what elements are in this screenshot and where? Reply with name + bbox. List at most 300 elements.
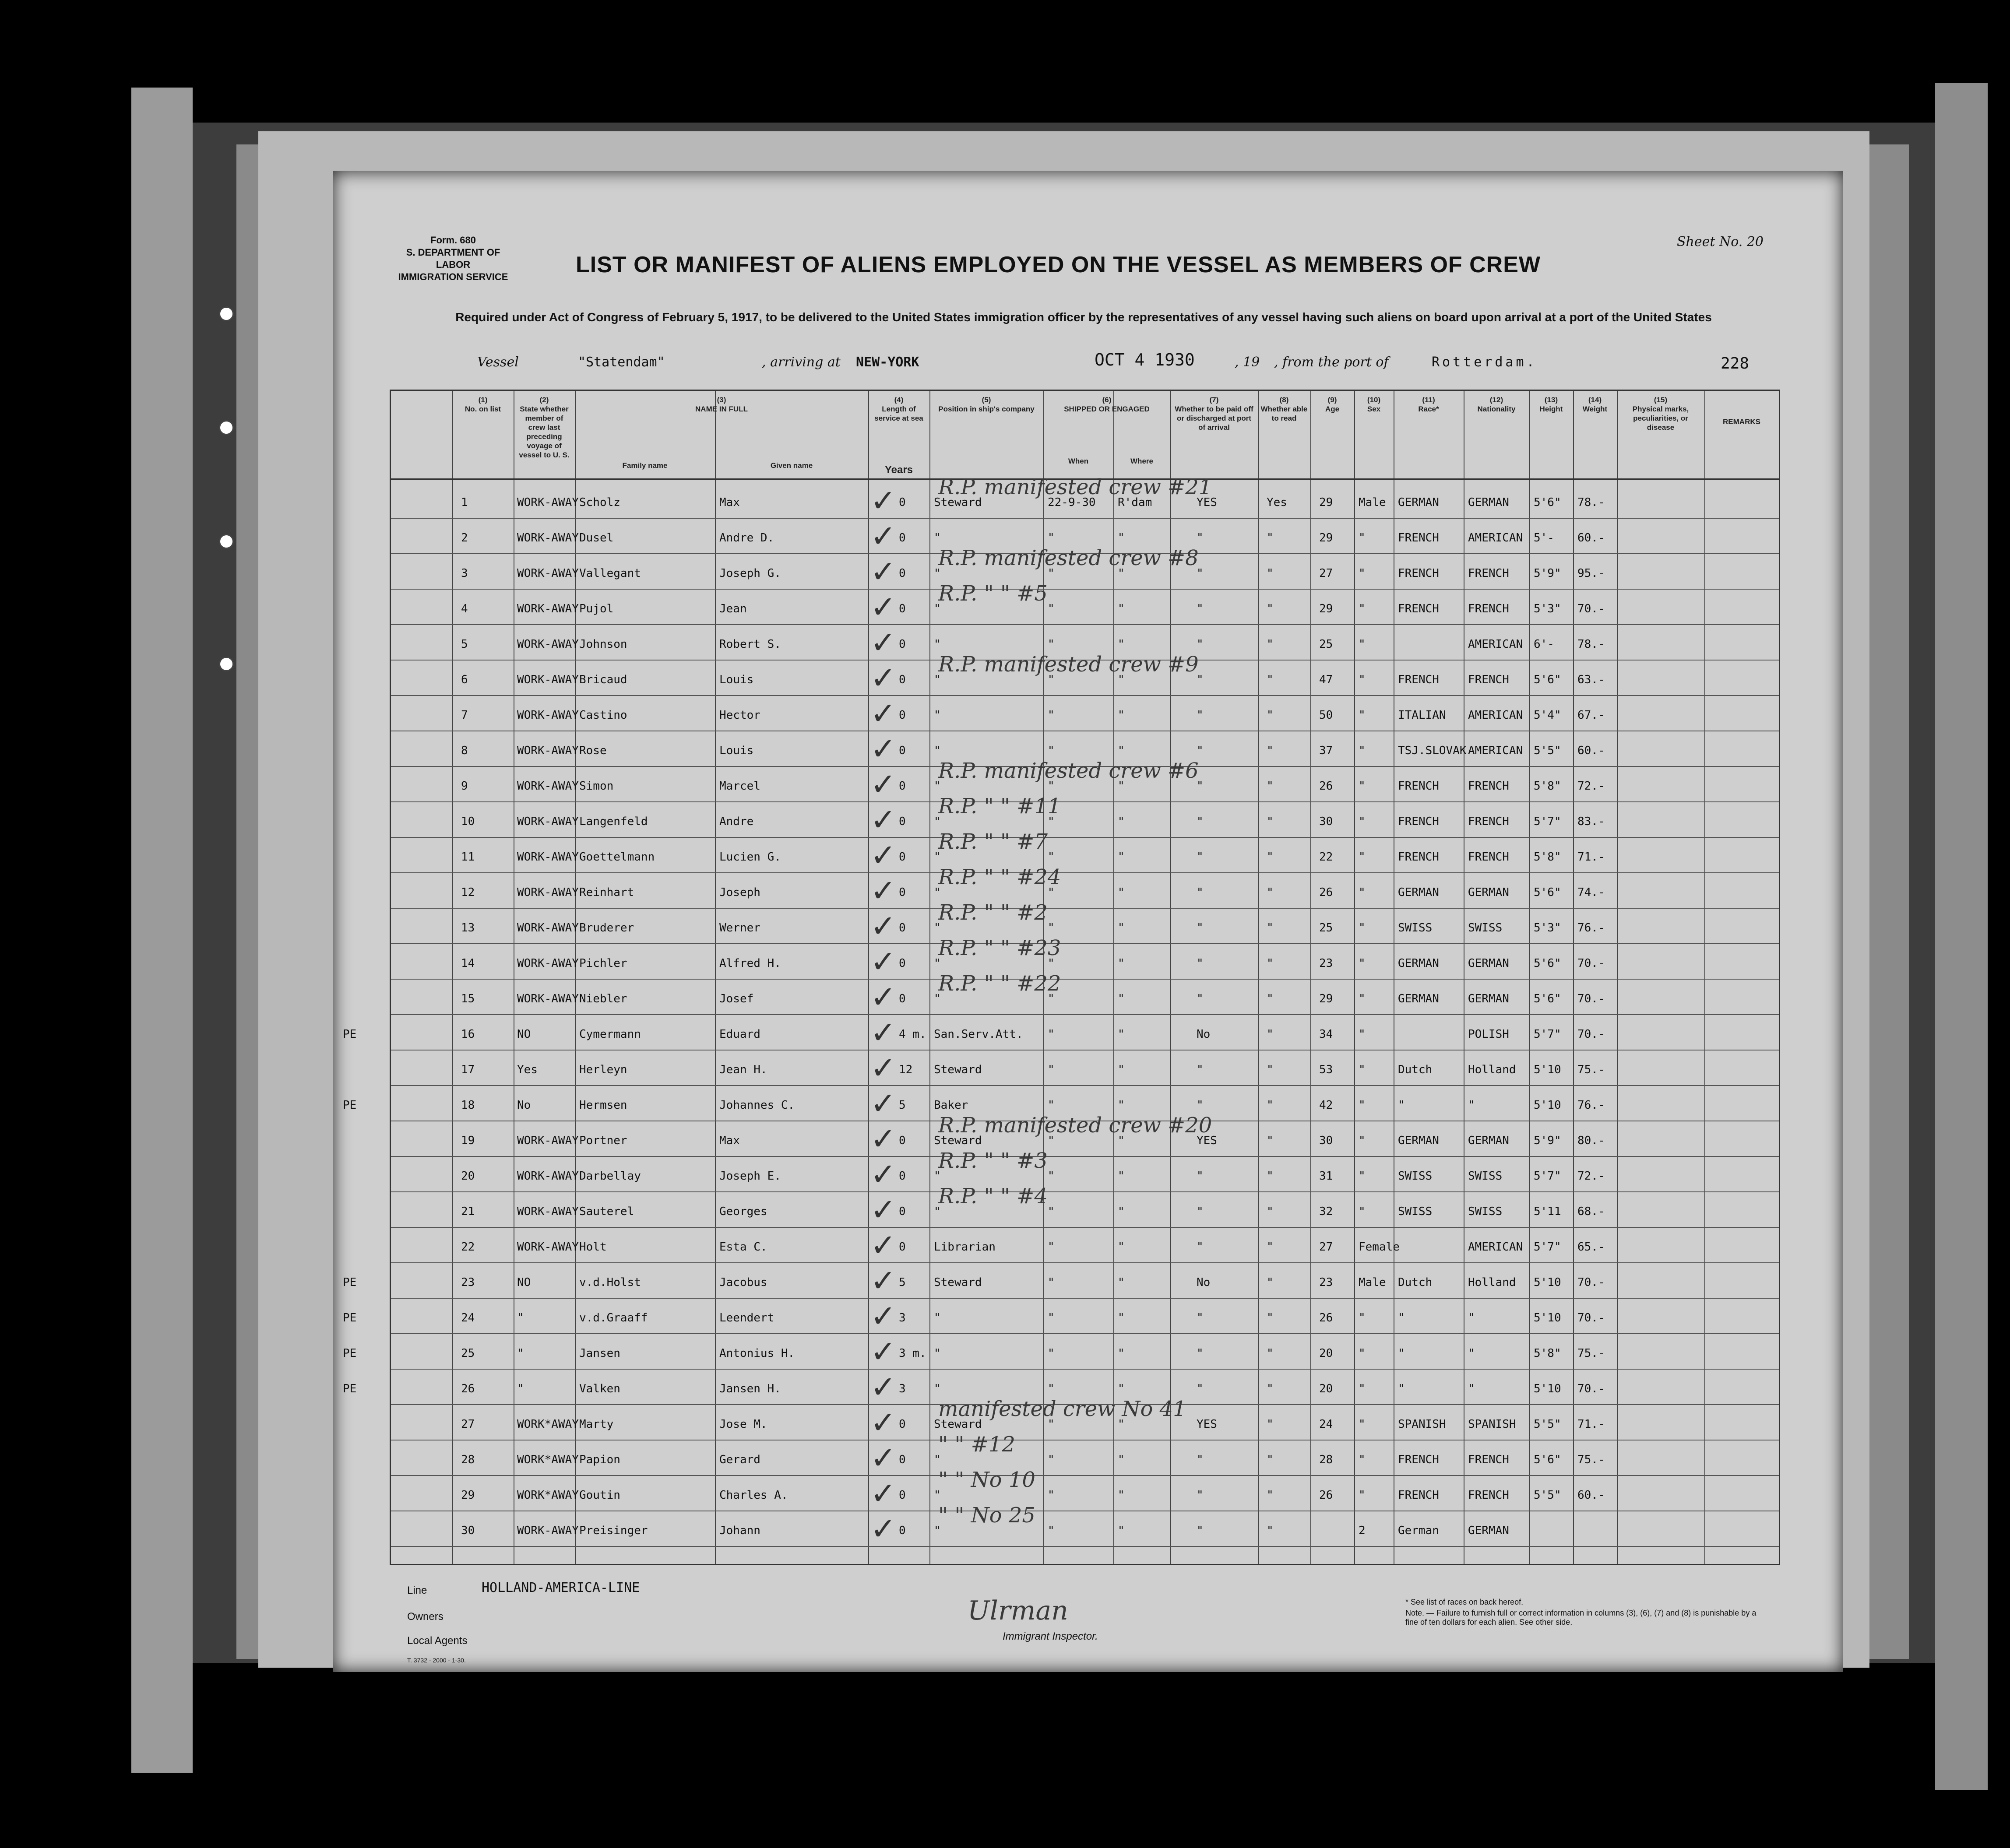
position: ": [934, 992, 941, 1005]
table-row: [343, 1015, 1779, 1053]
nationality: GERMAN: [1468, 496, 1509, 509]
nationality: FRENCH: [1468, 1453, 1509, 1466]
race: Dutch: [1398, 1063, 1433, 1076]
col-head-7: (7) Whether to be paid off or discharged at port of arrival: [1175, 396, 1253, 432]
position: ": [934, 1170, 941, 1183]
check-mark-icon: ✓: [870, 1440, 896, 1476]
able-to-read: ": [1267, 709, 1274, 722]
arriving-label: , arriving at: [762, 355, 841, 370]
weight: 70.-: [1577, 602, 1605, 615]
previous-voyage: ": [517, 1382, 524, 1395]
previous-voyage: No: [517, 1099, 531, 1112]
shipped-where: ": [1118, 1028, 1125, 1041]
table-row: [391, 546, 1779, 592]
sex: ": [1359, 638, 1366, 651]
nationality: AMERICAN: [1468, 709, 1523, 722]
age: 30: [1319, 1134, 1333, 1147]
shipped-where: ": [1118, 780, 1125, 793]
weight: 67.-: [1577, 709, 1605, 722]
race: FRENCH: [1398, 850, 1439, 864]
given-name: Leendert: [719, 1311, 774, 1325]
shipped-where: ": [1118, 709, 1125, 722]
family-name: Papion: [579, 1453, 620, 1466]
form-number: Form. 680: [430, 235, 476, 246]
paid-off: ": [1197, 815, 1204, 828]
shipped-when: ": [1048, 992, 1055, 1005]
race: FRENCH: [1398, 567, 1439, 580]
shipped-where: ": [1118, 1311, 1125, 1325]
race: GERMAN: [1398, 957, 1439, 970]
table-row: [391, 759, 1779, 805]
sex: ": [1359, 744, 1366, 757]
row-rule: [391, 1475, 1779, 1476]
shipped-where: ": [1118, 673, 1125, 686]
race: SWISS: [1398, 921, 1433, 935]
row-rule: [391, 979, 1779, 980]
shipped-where: ": [1118, 1524, 1125, 1537]
sex: ": [1359, 1205, 1366, 1218]
able-to-read: ": [1267, 1453, 1274, 1466]
check-mark-icon: ✓: [870, 731, 896, 767]
pe-mark: PE: [343, 1099, 357, 1112]
col-head-remarks: REMARKS: [1723, 418, 1760, 426]
sex: ": [1359, 957, 1366, 970]
position: ": [934, 850, 941, 864]
age: 26: [1319, 1311, 1333, 1325]
pe-mark: PE: [343, 1028, 357, 1041]
shipped-when: ": [1048, 957, 1055, 970]
age: 25: [1319, 921, 1333, 935]
table-row: [391, 1184, 1779, 1230]
check-mark-icon: ✓: [870, 873, 896, 909]
height: 5'7": [1534, 815, 1561, 828]
shipped-where: ": [1118, 921, 1125, 935]
given-name: Joseph: [719, 886, 760, 899]
row-rule: [391, 1014, 1779, 1015]
service-years: 0: [899, 602, 906, 615]
nationality: GERMAN: [1468, 992, 1509, 1005]
shipped-where: ": [1118, 1382, 1125, 1395]
able-to-read: ": [1267, 850, 1274, 864]
height: 5'10: [1534, 1063, 1561, 1076]
sex: Female: [1359, 1240, 1400, 1254]
height: 5'5": [1534, 1418, 1561, 1431]
check-mark-icon: ✓: [870, 696, 896, 731]
paid-off: ": [1197, 1382, 1204, 1395]
handwritten-note: R.P. " " #2: [938, 900, 1048, 925]
nationality: SWISS: [1468, 1205, 1503, 1218]
arrival-port: NEW-YORK: [856, 355, 919, 370]
sex: ": [1359, 1134, 1366, 1147]
race: FRENCH: [1398, 780, 1439, 793]
service-years: 0: [899, 957, 906, 970]
right-page-edge: [1935, 83, 1988, 1790]
family-name: Hermsen: [579, 1099, 627, 1112]
shipped-where: ": [1118, 744, 1125, 757]
shipped-where: ": [1118, 1170, 1125, 1183]
family-name: Bruderer: [579, 921, 634, 935]
age: 26: [1319, 780, 1333, 793]
height: 5'6": [1534, 886, 1561, 899]
shipped-when: ": [1048, 1524, 1055, 1537]
given-name: Jansen H.: [719, 1382, 781, 1395]
col-head-2: (2) State whether member of crew last preceding voyage of vessel to U. S.: [519, 396, 570, 459]
service-years: 0: [899, 744, 906, 757]
able-to-read: ": [1267, 1205, 1274, 1218]
weight: 70.-: [1577, 1311, 1605, 1325]
sex: ": [1359, 780, 1366, 793]
position: ": [934, 1347, 941, 1360]
row-rule: [391, 1191, 1779, 1192]
family-name: Scholz: [579, 496, 620, 509]
sex: ": [1359, 850, 1366, 864]
position: San.Serv.Att.: [934, 1028, 1023, 1041]
shipped-when: ": [1048, 638, 1055, 651]
weight: 71.-: [1577, 850, 1605, 864]
paid-off: ": [1197, 638, 1204, 651]
position: ": [934, 638, 941, 651]
sex: 2: [1359, 1524, 1366, 1537]
nationality: GERMAN: [1468, 1524, 1509, 1537]
able-to-read: ": [1267, 1524, 1274, 1537]
paid-off: ": [1197, 1347, 1204, 1360]
table-row: [391, 829, 1779, 876]
row-number: 18: [461, 1099, 475, 1112]
position: ": [934, 602, 941, 615]
family-name: Vallegant: [579, 567, 641, 580]
previous-voyage: WORK-AWAY: [517, 886, 579, 899]
service-years: 0: [899, 496, 906, 509]
check-mark-icon: ✓: [870, 1405, 896, 1440]
note-fine: Note. — Failure to furnish full or correct information in columns (3), (6), (7) and (8) is punishable by a fine of ten dollars for each alien. See other side.: [1405, 1609, 1757, 1627]
given-name: Josef: [719, 992, 754, 1005]
crew-table: [343, 390, 1780, 1565]
shipped-where: ": [1118, 1099, 1125, 1112]
table-row: [391, 1468, 1779, 1514]
paid-off: ": [1197, 673, 1204, 686]
height: 6'-: [1534, 638, 1554, 651]
sex: ": [1359, 1489, 1366, 1502]
binder-hole: [219, 534, 234, 549]
nationality: ": [1468, 1382, 1475, 1395]
service-years: 0: [899, 531, 906, 545]
previous-voyage: WORK-AWAY: [517, 496, 579, 509]
shipped-when: ": [1048, 921, 1055, 935]
row-rule: [391, 1369, 1779, 1370]
weight: 63.-: [1577, 673, 1605, 686]
family-name: Goutin: [579, 1489, 620, 1502]
height: 5'8": [1534, 780, 1561, 793]
row-number: 21: [461, 1205, 475, 1218]
sex: ": [1359, 815, 1366, 828]
height: 5'11: [1534, 1205, 1561, 1218]
service-years: 0: [899, 780, 906, 793]
shipped-where: ": [1118, 992, 1125, 1005]
race: TSJ.SLOVAK: [1398, 744, 1467, 757]
check-mark-icon: ✓: [870, 483, 896, 519]
position: ": [934, 1205, 941, 1218]
row-number: 23: [461, 1276, 475, 1289]
previous-voyage: WORK*AWAY: [517, 1453, 579, 1466]
shipped-when: ": [1048, 602, 1055, 615]
height: 5'9": [1534, 1134, 1561, 1147]
age: 47: [1319, 673, 1333, 686]
row-number: 20: [461, 1170, 475, 1183]
year-label: , 19: [1235, 355, 1260, 370]
service-years: 0: [899, 921, 906, 935]
check-mark-icon: ✓: [870, 589, 896, 625]
table-row: [391, 971, 1779, 1018]
service-years: 0: [899, 815, 906, 828]
previous-voyage: WORK-AWAY: [517, 1134, 579, 1147]
weight: 60.-: [1577, 1489, 1605, 1502]
check-mark-icon: ✓: [870, 837, 896, 873]
position: ": [934, 1311, 941, 1325]
row-number: 6: [461, 673, 468, 686]
paid-off: ": [1197, 1205, 1204, 1218]
sex: ": [1359, 1453, 1366, 1466]
row-number: 19: [461, 1134, 475, 1147]
given-name: Charles A.: [719, 1489, 788, 1502]
age: 28: [1319, 1453, 1333, 1466]
handwritten-note: R.P. " " #3: [938, 1149, 1048, 1173]
given-name: Werner: [719, 921, 760, 935]
position: Librarian: [934, 1240, 996, 1254]
service-years: 4 m.: [899, 1028, 926, 1041]
family-name: Simon: [579, 780, 614, 793]
previous-voyage: WORK-AWAY: [517, 1524, 579, 1537]
service-years: 0: [899, 850, 906, 864]
age: 26: [1319, 1489, 1333, 1502]
shipped-when: ": [1048, 850, 1055, 864]
service-years: 0: [899, 638, 906, 651]
nationality: ": [1468, 1347, 1475, 1360]
nationality: GERMAN: [1468, 886, 1509, 899]
able-to-read: ": [1267, 1028, 1274, 1041]
age: 29: [1319, 992, 1333, 1005]
handwritten-note: R.P. manifested crew #6: [938, 759, 1199, 783]
previous-voyage: WORK-AWAY: [517, 673, 579, 686]
race: ": [1398, 1382, 1405, 1395]
shipped-when: ": [1048, 1453, 1055, 1466]
check-mark-icon: ✓: [870, 1334, 896, 1370]
age: 24: [1319, 1418, 1333, 1431]
table-row: [391, 865, 1779, 911]
col-head-9: (9) Age: [1325, 396, 1340, 413]
race: FRENCH: [1398, 673, 1439, 686]
shipped-when: ": [1048, 531, 1055, 545]
sex: ": [1359, 1063, 1366, 1076]
family-name: Preisinger: [579, 1524, 648, 1537]
row-number: 11: [461, 850, 475, 864]
able-to-read: ": [1267, 886, 1274, 899]
handwritten-note: R.P. " " #4: [938, 1184, 1048, 1209]
row-number: 15: [461, 992, 475, 1005]
height: 5'6": [1534, 957, 1561, 970]
able-to-read: ": [1267, 1311, 1274, 1325]
shipped-when: ": [1048, 1099, 1055, 1112]
shipped-when: ": [1048, 744, 1055, 757]
shipped-when: ": [1048, 1240, 1055, 1254]
previous-voyage: WORK-AWAY: [517, 709, 579, 722]
shipped-when: ": [1048, 1418, 1055, 1431]
table-row: [391, 696, 1779, 734]
shipped-where: ": [1118, 1063, 1125, 1076]
family-name: Langenfeld: [579, 815, 648, 828]
position: Baker: [934, 1099, 968, 1112]
row-rule: [391, 872, 1779, 873]
position: ": [934, 1489, 941, 1502]
given-name: Joseph G.: [719, 567, 781, 580]
check-mark-icon: ✓: [870, 1086, 896, 1121]
weight: 60.-: [1577, 744, 1605, 757]
given-name: Johannes C.: [719, 1099, 795, 1112]
paid-off: ": [1197, 992, 1204, 1005]
height: 5'6": [1534, 673, 1561, 686]
handwritten-note: R.P. " " #24: [938, 865, 1061, 889]
pe-mark: PE: [343, 1382, 357, 1395]
row-number: 1: [461, 496, 468, 509]
age: 25: [1319, 638, 1333, 651]
service-years: 3: [899, 1382, 906, 1395]
position: ": [934, 815, 941, 828]
sex: ": [1359, 567, 1366, 580]
height: 5'6": [1534, 992, 1561, 1005]
table-row: [391, 581, 1779, 628]
given-name: Andre D.: [719, 531, 774, 545]
paid-off: ": [1197, 780, 1204, 793]
position: ": [934, 531, 941, 545]
col-head-1: (1) No. on list: [465, 396, 501, 413]
weight: 65.-: [1577, 1240, 1605, 1254]
race: SWISS: [1398, 1205, 1433, 1218]
height: 5'3": [1534, 921, 1561, 935]
shipped-when: ": [1048, 886, 1055, 899]
height: 5'9": [1534, 567, 1561, 580]
check-mark-icon: ✓: [870, 660, 896, 696]
race: SWISS: [1398, 1170, 1433, 1183]
paid-off: ": [1197, 1311, 1204, 1325]
service-years: 3 m.: [899, 1347, 926, 1360]
shipped-when: ": [1048, 709, 1055, 722]
paid-off: ": [1197, 709, 1204, 722]
able-to-read: ": [1267, 1347, 1274, 1360]
department: S. DEPARTMENT OF LABOR: [406, 247, 500, 270]
family-name: Niebler: [579, 992, 627, 1005]
height: 5'7": [1534, 1170, 1561, 1183]
weight: 80.-: [1577, 1134, 1605, 1147]
age: 27: [1319, 567, 1333, 580]
row-number: 16: [461, 1028, 475, 1041]
service-years: 5: [899, 1276, 906, 1289]
height: 5'8": [1534, 1347, 1561, 1360]
age: 27: [1319, 1240, 1333, 1254]
shipped-where: R'dam: [1118, 496, 1152, 509]
handwritten-note: " " #12: [938, 1432, 1015, 1457]
row-rule: [391, 1333, 1779, 1334]
given-name: Andre: [719, 815, 754, 828]
col-head-10: (10) Sex: [1367, 396, 1381, 413]
check-mark-icon: ✓: [870, 1263, 896, 1299]
nationality: SWISS: [1468, 1170, 1503, 1183]
position: ": [934, 780, 941, 793]
shipped-when: ": [1048, 1028, 1055, 1041]
age: 42: [1319, 1099, 1333, 1112]
able-to-read: ": [1267, 921, 1274, 935]
previous-voyage: WORK-AWAY: [517, 638, 579, 651]
given-name: Joseph E.: [719, 1170, 781, 1183]
race: Dutch: [1398, 1276, 1433, 1289]
paid-off: ": [1197, 957, 1204, 970]
height: 5'7": [1534, 1028, 1561, 1041]
table-row: [343, 1334, 1779, 1372]
given-name: Eduard: [719, 1028, 760, 1041]
paid-off: ": [1197, 531, 1204, 545]
sex: ": [1359, 1028, 1366, 1041]
check-mark-icon: ✓: [870, 979, 896, 1015]
col-head-8: (8) Whether able to read: [1260, 396, 1308, 422]
row-rule: [391, 908, 1779, 909]
family-name: Goettelmann: [579, 850, 655, 864]
row-number: 22: [461, 1240, 475, 1254]
age: 23: [1319, 957, 1333, 970]
sex: ": [1359, 673, 1366, 686]
weight: 95.-: [1577, 567, 1605, 580]
given-name: Gerard: [719, 1453, 760, 1466]
service-years: 0: [899, 1453, 906, 1466]
height: 5'10: [1534, 1311, 1561, 1325]
check-mark-icon: ✓: [870, 908, 896, 944]
given-name: Max: [719, 496, 740, 509]
vessel-label: Vessel: [477, 355, 519, 370]
shipped-when: ": [1048, 1489, 1055, 1502]
form-header: [390, 234, 517, 283]
family-name: Valken: [579, 1382, 620, 1395]
row-number: 3: [461, 567, 468, 580]
weight: 78.-: [1577, 496, 1605, 509]
family-name: Sauterel: [579, 1205, 634, 1218]
row-number: 4: [461, 602, 468, 615]
height: 5'4": [1534, 709, 1561, 722]
able-to-read: ": [1267, 780, 1274, 793]
shipped-where: ": [1118, 1347, 1125, 1360]
previous-voyage: WORK-AWAY: [517, 921, 579, 935]
row-number: 14: [461, 957, 475, 970]
nationality: FRENCH: [1468, 780, 1509, 793]
race: GERMAN: [1398, 1134, 1439, 1147]
nationality: SPANISH: [1468, 1418, 1516, 1431]
previous-voyage: WORK-AWAY: [517, 531, 579, 545]
age: 20: [1319, 1347, 1333, 1360]
row-rule: [391, 624, 1779, 625]
age: 29: [1319, 602, 1333, 615]
table-row: [391, 652, 1779, 699]
row-number: 12: [461, 886, 475, 899]
sex: ": [1359, 602, 1366, 615]
race: SPANISH: [1398, 1418, 1446, 1431]
paid-off: ": [1197, 1240, 1204, 1254]
paid-off: No: [1197, 1028, 1211, 1041]
age: 22: [1319, 850, 1333, 864]
family-name: v.d.Holst: [579, 1276, 641, 1289]
previous-voyage: WORK-AWAY: [517, 1240, 579, 1254]
given-name: Louis: [719, 673, 754, 686]
nationality: FRENCH: [1468, 602, 1509, 615]
sex: ": [1359, 886, 1366, 899]
left-page-edge: [131, 88, 193, 1773]
nationality: FRENCH: [1468, 850, 1509, 864]
shipped-when: ": [1048, 1347, 1055, 1360]
